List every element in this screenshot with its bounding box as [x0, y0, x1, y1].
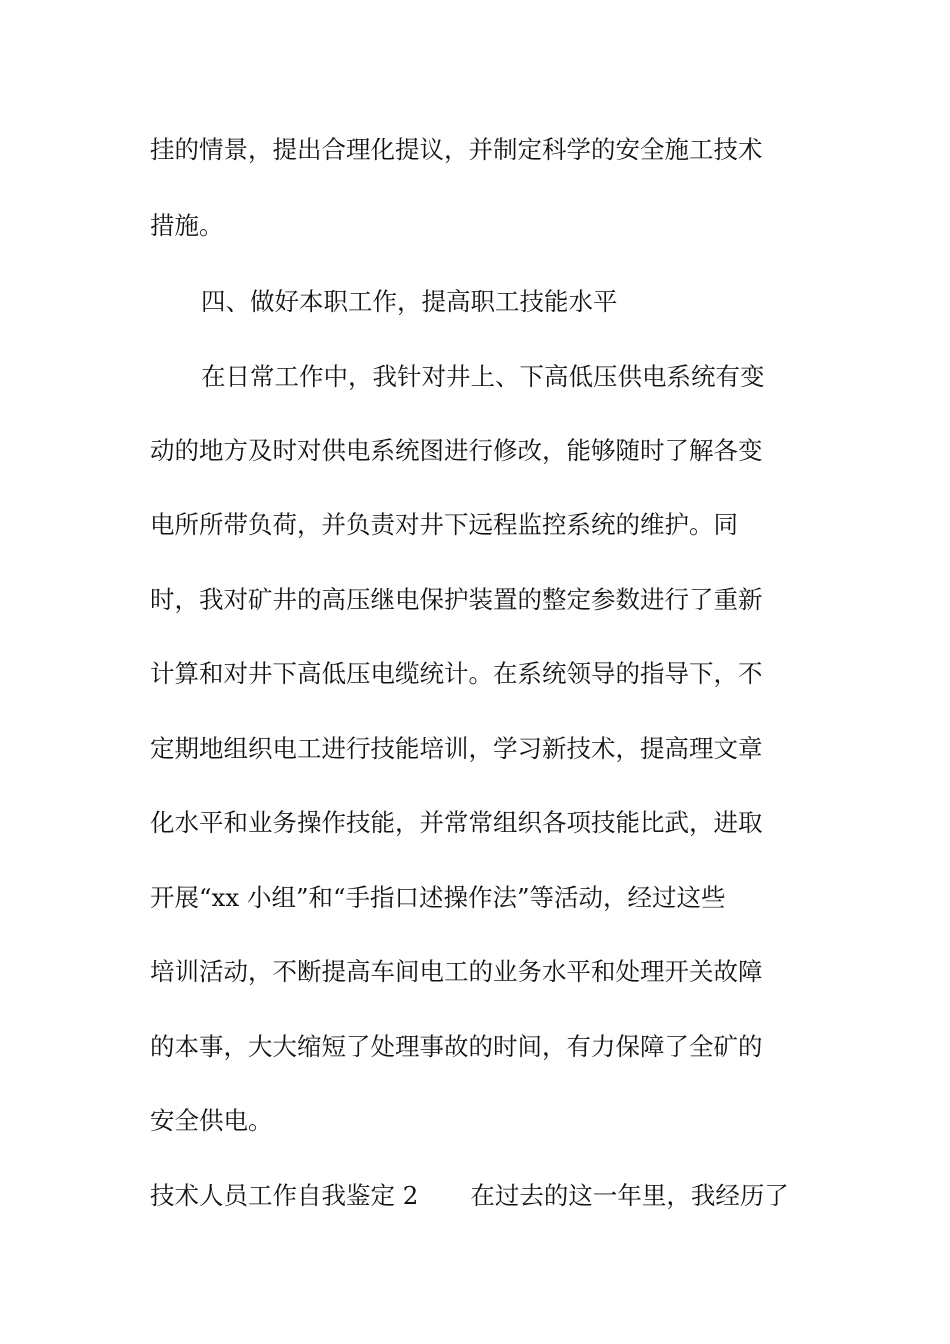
text-line: 在日常工作中，我针对井上、下高低压供电系统有变	[201, 362, 765, 391]
text-line: 的本事，大大缩短了处理事故的时间，有力保障了全矿的	[150, 1032, 763, 1061]
text-line: 培训活动，不断提高车间电工的业务水平和处理开关故障	[150, 957, 763, 986]
text-line: 开展“xx 小组”和“手指口述操作法”等活动，经过这些	[150, 883, 726, 912]
text-line: 动的地方及时对供电系统图进行修改，能够随时了解各变	[150, 436, 763, 465]
text-line: 挂的情景，提出合理化提议，并制定科学的安全施工技术	[150, 135, 763, 164]
text-line	[150, 1181, 850, 1211]
article-heading: 技术人员工作自我鉴定 2	[150, 1181, 419, 1210]
article-text: 在过去的这一年里，我经历了	[470, 1181, 789, 1210]
text-line: 时，我对矿井的高压继电保护装置的整定参数进行了重新	[150, 585, 763, 614]
text-line: 定期地组织电工进行技能培训，学习新技术，提高理文章	[150, 734, 763, 763]
text-line: 化水平和业务操作技能，并常常组织各项技能比武，进取	[150, 808, 763, 837]
text-line: 电所所带负荷，并负责对井下远程监控系统的维护。同	[150, 510, 738, 539]
section-heading: 四、做好本职工作，提高职工技能水平	[201, 287, 618, 316]
text-line: 安全供电。	[150, 1106, 273, 1135]
text-line: 计算和对井下高低压电缆统计。在系统领导的指导下，不	[150, 659, 763, 688]
text-line: 措施。	[150, 211, 224, 240]
